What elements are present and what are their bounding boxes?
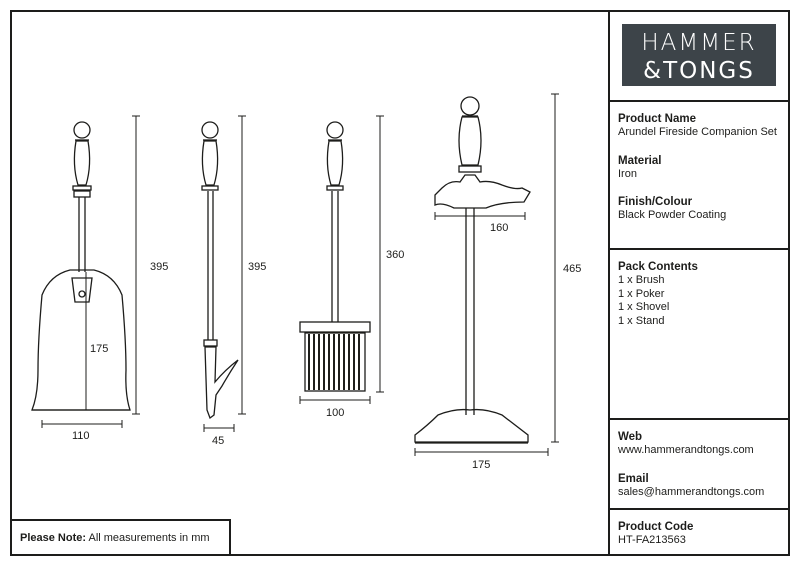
product-name-value: Arundel Fireside Companion Set [618, 126, 777, 138]
email-label: Email [618, 472, 649, 485]
finish-label: Finish/Colour [618, 196, 693, 208]
material-label: Material [618, 154, 662, 167]
pack-item: 1 x Brush [618, 274, 665, 286]
dim-poker-height: 395 [248, 261, 267, 273]
finish-value: Black Powder Coating [618, 209, 727, 221]
note-label: Please Note: [20, 532, 87, 544]
pack-item: 1 x Poker [618, 287, 665, 300]
dim-shovel-inner: 175 [90, 343, 109, 355]
email-link[interactable]: sales@hammerandtongs.com [618, 485, 765, 498]
web-label: Web [618, 431, 643, 443]
pack-item: 1 x Stand [618, 314, 665, 327]
product-code-value: HT-FA213563 [618, 534, 686, 546]
dim-stand-top-width: 160 [490, 222, 509, 234]
product-code [610, 510, 790, 554]
dim-brush-width: 100 [326, 407, 345, 419]
dim-poker-width: 45 [212, 435, 225, 447]
logo-cell [610, 10, 790, 102]
web-link[interactable]: www.hammerandtongs.com [618, 444, 754, 456]
info-panel [608, 10, 790, 556]
pack-contents-label: Pack Contents [618, 261, 698, 273]
dim-shovel-height: 395 [150, 261, 169, 273]
contact-details [610, 420, 790, 510]
stand-drawing [415, 97, 530, 443]
pack-item: 1 x Shovel [618, 301, 670, 313]
brand-line-2: &TONGS [643, 58, 755, 84]
product-name-label: Product Name [618, 113, 696, 125]
pack-contents [610, 250, 790, 420]
shovel-drawing [32, 122, 130, 410]
brand-logo [622, 24, 776, 86]
dim-shovel-width: 110 [72, 430, 90, 442]
dim-stand-height: 465 [563, 263, 582, 275]
material-value: Iron [618, 167, 637, 180]
technical-drawing [10, 10, 610, 556]
brand-line-1: HAMMER [641, 30, 757, 56]
product-code-label: Product Code [618, 521, 694, 533]
dim-brush-height: 360 [386, 249, 405, 261]
poker-drawing [202, 122, 238, 418]
dim-stand-base-width: 175 [472, 459, 491, 471]
brush-bristles [309, 334, 359, 390]
note-text: All measurements in mm [88, 532, 210, 544]
product-details [610, 102, 790, 250]
measurement-note [10, 519, 231, 556]
